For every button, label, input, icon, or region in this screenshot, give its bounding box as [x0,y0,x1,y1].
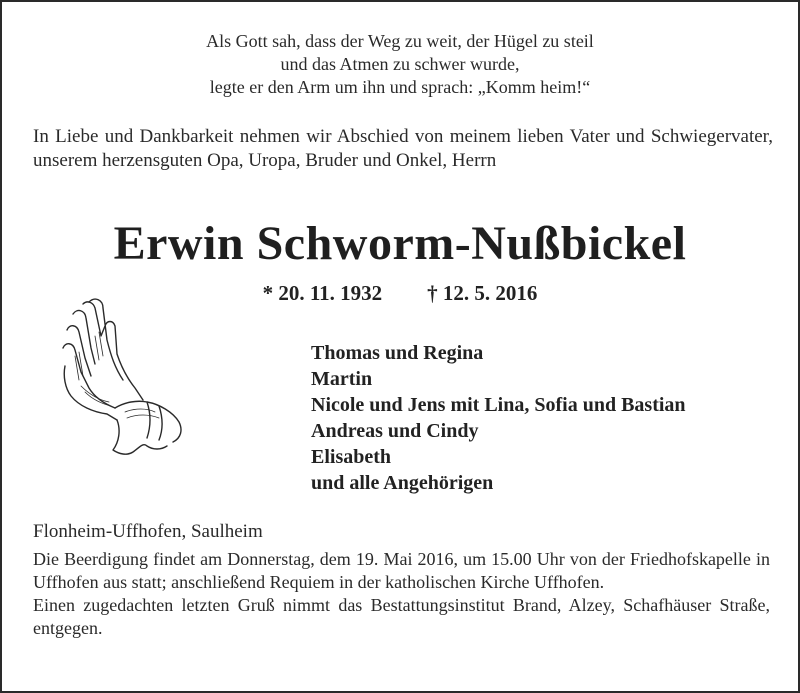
poem-line: Als Gott sah, dass der Weg zu weit, der Hügel zu steil [206,31,594,51]
poem [0,30,800,99]
family-member: Nicole und Jens mit Lina, Sofia und Bastian [311,394,686,416]
family-member: Thomas und Regina [311,342,484,364]
poem-line: und das Atmen zu schwer wurde, [280,54,520,74]
poem-line: legte er den Arm um ihn und sprach: „Komm heim!“ [209,77,591,97]
deceased-name: Erwin Schworm-Nußbickel [113,217,687,270]
family-member: und alle Angehörigen [311,472,494,494]
birth-date: * 20. 11. 1932 [262,281,383,305]
funeral-paragraph: Die Beerdigung findet am Donnerstag, dem 19. Mai 2016, um 15.00 Uhr von der Friedhofskapelle in Uffhofen aus statt; anschließend Requiem in der katholischen Kirche Uffhofen. [33,549,770,592]
praying-hands-icon [55,296,195,466]
funeral-paragraph: Einen zugedachten letzten Gruß nimmt das Bestattungsinstitut Brand, Alzey, Schafhäuser Straße, entgegen. [33,595,770,638]
intro-text: In Liebe und Dankbarkeit nehmen wir Abschied von meinem lieben Vater und Schwiegervater, unserem herzensguten Opa, Uropa, Bruder und Onkel, Herrn [33,126,773,171]
family-member: Elisabeth [311,446,392,468]
family-list [311,340,781,496]
family-member: Andreas und Cindy [311,420,479,442]
funeral-info [33,548,770,640]
place-line: Flonheim-Uffhofen, Saulheim [33,521,263,542]
family-member: Martin [311,368,373,390]
death-date: † 12. 5. 2016 [427,281,538,305]
